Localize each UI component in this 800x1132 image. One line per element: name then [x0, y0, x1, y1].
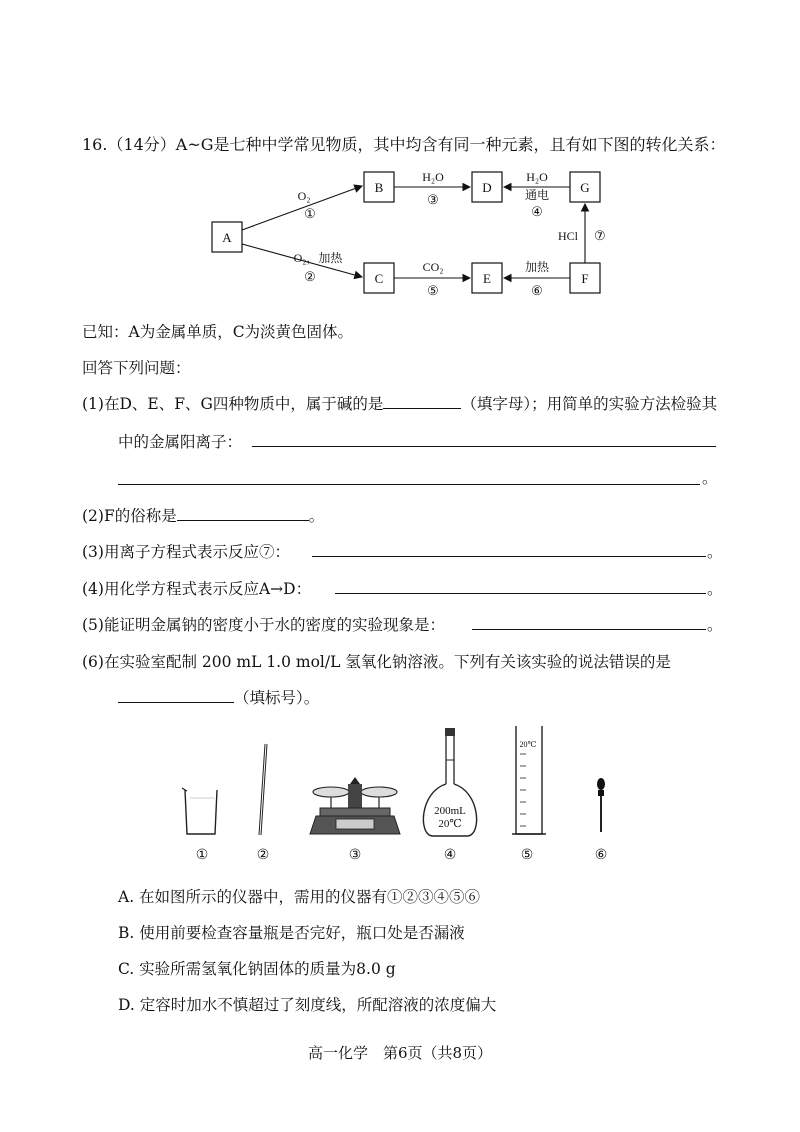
- label-r5-number: ⑤: [427, 283, 439, 298]
- option-c[interactable]: C. 实验所需氢氧化钠固体的质量为8.0 g: [118, 960, 396, 978]
- q6-suffix: （填标号）。: [234, 689, 320, 707]
- known-info: 已知：A为金属单质，C为淡黄色固体。: [82, 323, 354, 341]
- label-r4-reagent: H₂O: [526, 170, 548, 184]
- option-a[interactable]: A. 在如图所示的仪器中，需用的仪器有①②③④⑤⑥: [118, 888, 481, 906]
- q1-blank-letter[interactable]: [383, 407, 461, 409]
- node-g: G: [580, 180, 590, 195]
- label-r4-condition: 通电: [524, 188, 550, 202]
- flask-label-volume: 200mL: [434, 805, 466, 817]
- label-r1-reagent: O₂: [297, 189, 311, 203]
- balance-icon: [310, 777, 400, 834]
- apparatus-figure: [160, 722, 630, 868]
- q6-line-1: (6)在实验室配制 200 mL 1.0 mol/L 氢氧化钠溶液。下列有关该实验的说法错误的是: [82, 653, 671, 671]
- apparatus-number-6: ⑥: [594, 848, 608, 863]
- q5-end: 。: [707, 616, 723, 634]
- answer-prompt: 回答下列问题：: [82, 359, 191, 377]
- option-b[interactable]: B. 使用前要检查容量瓶是否完好，瓶口处是否漏液: [118, 924, 465, 942]
- beaker-icon: [182, 788, 217, 834]
- label-r7-reagent: HCl: [557, 229, 578, 243]
- apparatus-number-1: ①: [195, 848, 209, 863]
- q2-blank[interactable]: [177, 519, 309, 521]
- q2-end: 。: [308, 507, 325, 525]
- page-footer: 高一化学 第6页（共8页）: [307, 1044, 493, 1062]
- label-r6-condition: 加热: [524, 260, 550, 274]
- label-r6-number: ⑥: [531, 283, 543, 298]
- q2-prefix: (2)F的俗称是: [82, 507, 177, 525]
- label-r2-number: ②: [304, 269, 316, 284]
- q3-blank[interactable]: [312, 556, 706, 557]
- q1-prefix: (1)在D、E、F、G四种物质中，属于碱的是: [82, 395, 384, 413]
- label-r3-reagent: H₂O: [422, 170, 444, 184]
- label-r4-number: ④: [531, 204, 543, 219]
- label-r3-number: ③: [427, 192, 439, 207]
- apparatus-number-5: ⑤: [520, 848, 534, 863]
- node-f: F: [581, 271, 589, 286]
- q3-prefix: (3)用离子方程式表示反应⑦：: [82, 543, 290, 561]
- q1-answer-line-2[interactable]: [118, 484, 700, 485]
- cylinder-label: 20℃: [519, 740, 537, 749]
- apparatus-number-4: ④: [443, 848, 457, 863]
- q1-line-1: [82, 392, 717, 414]
- q5-blank[interactable]: [472, 629, 706, 630]
- node-c: C: [374, 271, 384, 286]
- node-b: B: [374, 180, 384, 195]
- q4-prefix: (4)用化学方程式表示反应A→D：: [82, 580, 312, 598]
- q5-prefix: (5)能证明金属钠的密度小于水的密度的实验现象是：: [82, 616, 445, 634]
- conversion-diagram: [200, 160, 620, 300]
- flask-label-temperature: 20℃: [438, 818, 462, 830]
- q2-line: [82, 504, 324, 526]
- question-header: 16.（14分）A~G是七种中学常见物质，其中均含有同一种元素，且有如下图的转化关系：: [82, 135, 726, 154]
- label-r7-number: ⑦: [594, 228, 606, 243]
- glass-rod-icon: [260, 744, 266, 835]
- q6-blank[interactable]: [118, 701, 234, 703]
- q1-end-mark: 。: [702, 469, 718, 487]
- label-r5-reagent: CO₂: [422, 260, 444, 274]
- node-d: D: [482, 180, 492, 195]
- label-r1-number: ①: [304, 206, 316, 221]
- q1-line2-label: 中的金属阳离子：: [118, 433, 243, 451]
- apparatus-number-2: ②: [256, 848, 270, 863]
- q4-blank[interactable]: [335, 593, 706, 594]
- apparatus-number-3: ③: [348, 848, 362, 863]
- node-e: E: [483, 271, 491, 286]
- option-d[interactable]: D. 定容时加水不慎超过了刻度线，所配溶液的浓度偏大: [118, 996, 497, 1014]
- q4-end: 。: [707, 580, 723, 598]
- node-a: A: [222, 230, 232, 245]
- q3-end: 。: [707, 543, 723, 561]
- q1-middle: （填字母）；用简单的实验方法检验其: [461, 395, 718, 413]
- label-r2-reagent: O₂，加热: [293, 251, 343, 265]
- dropper-icon: [597, 778, 605, 832]
- q1-answer-line-1[interactable]: [252, 446, 716, 447]
- q6-line-2: [118, 686, 319, 708]
